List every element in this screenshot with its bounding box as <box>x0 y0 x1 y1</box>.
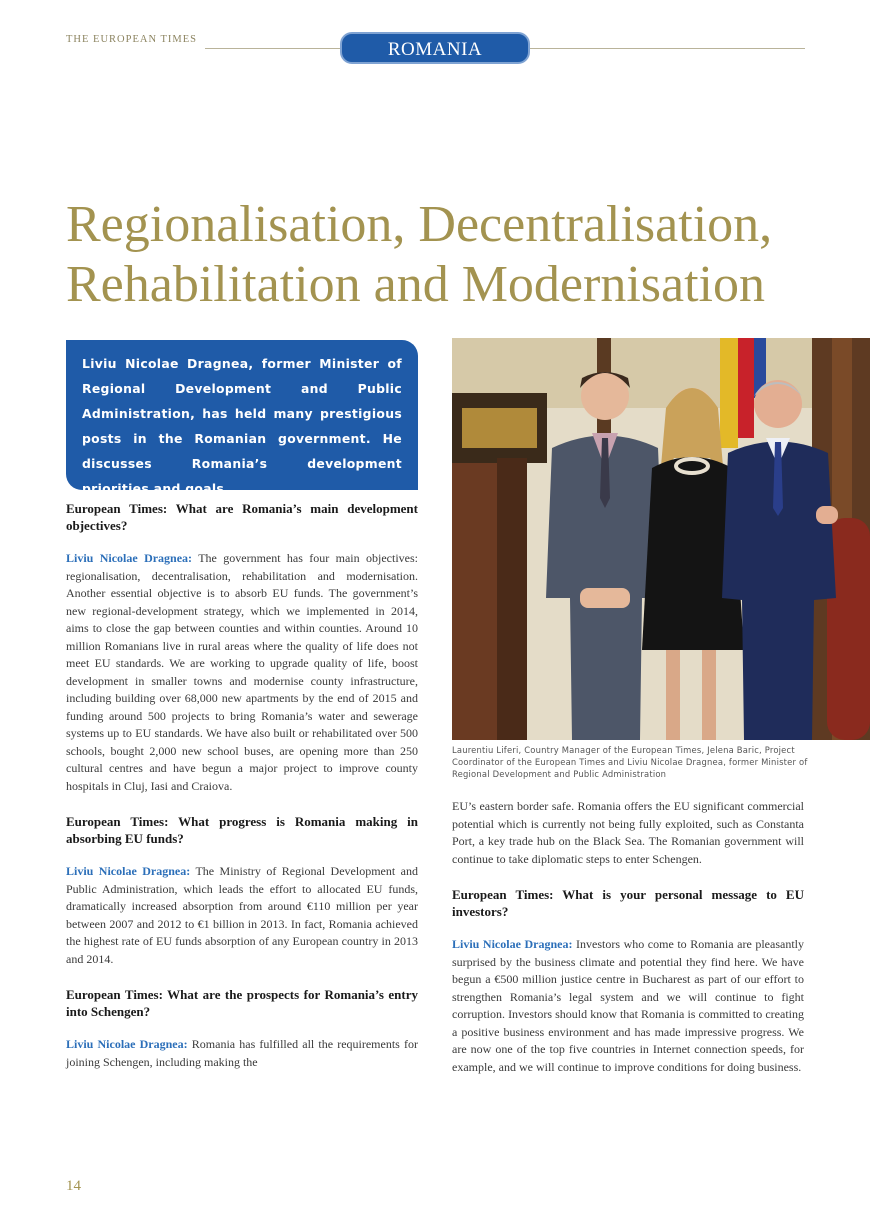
intro-box: Liviu Nicolae Dragnea, former Minister of Regional Development and Public Administration, has held many prestigious posts in the Romanian government. He discusses Romania’s development priorities and goals. <box>66 340 418 490</box>
answer-3-text-part1: Romania has fulfilled all the requirements for joining Schengen, including making the <box>66 1037 418 1069</box>
left-column <box>66 500 418 1089</box>
answer-1 <box>66 550 418 795</box>
answer-4 <box>452 936 804 1076</box>
question-1: European Times: What are Romania’s main development objectives? <box>66 501 418 533</box>
answer-2 <box>66 863 418 968</box>
question-3: European Times: What are the prospects for Romania’s entry into Schengen? <box>66 987 418 1019</box>
question-4: European Times: What is your personal message to EU investors? <box>452 887 804 919</box>
page-number: 14 <box>66 1178 81 1194</box>
speaker-label: Liviu Nicolae Dragnea: <box>66 551 193 565</box>
header-rule-right <box>530 48 805 49</box>
answer-3-start <box>66 1036 418 1071</box>
speaker-label: Liviu Nicolae Dragnea: <box>66 1037 188 1051</box>
answer-4-text: Investors who come to Romania are pleasantly surprised by the business climate and potential they find here. We have begun a €500 million justice centre in Bucharest as part of our effort to strengthen Romania’s legal system and we will continue to fight corruption. Investors should know that Romania is committed to creating a positive business environment and has made impressive progress. We are now one of the top five countries in Internet connection speeds, for example, and we will continue to improve conditions for doing business. <box>452 937 804 1074</box>
photo-caption: Laurentiu Liferi, Country Manager of the European Times, Jelena Baric, Project Coordinator of the European Times and Liviu Nicolae Dragnea, former Minister of Regional Development and Public Administration <box>452 745 808 779</box>
answer-3-continued: EU’s eastern border safe. Romania offers the EU significant commercial potential which is currently not being fully exploited, such as Constanta Port, a key trade hub on the Black Sea. The Romanian government will continue to take diplomatic steps to enter Schengen. <box>452 799 804 866</box>
header-rule-left <box>205 48 340 49</box>
answer-2-text: The Ministry of Regional Development and Public Administration, which leads the effort to allocated EU funds, dramatically increased absorption from around €110 million per year between 2007 and 2012 to €1 billion in 2013. In fact, Romania achieved the highest rate of EU funds absorption of any European country in 2013 and 2014. <box>66 864 418 966</box>
article-headline: Regionalisation, Decentralisation, Rehabilitation and Modernisation <box>66 196 773 313</box>
section-tab: ROMANIA <box>340 32 530 64</box>
masthead: THE EUROPEAN TIMES <box>66 34 197 45</box>
interview-photo <box>452 338 870 740</box>
answer-1-text: The government has four main objectives: regionalisation, decentralisation, rehabilitation and modernisation. Another essential objective is to absorb EU funds. The government’s new regional-development strategy, which we implemented in 2014, aims to close the gap between counties and within counties. Around 10 million Romanians live in rural areas where the quality of life does not meet EU standards. We are working to upgrade quality of life, boost development in smaller towns and modernise county infrastructure, including building over 68,000 new apartments by the end of 2015 and funding around 500 projects to bring Romania’s water and sewerage systems up to EU standards. We have also built or rehabilitated over 500 schools, bought 2,000 new school buses, are opening more than 250 cultural centres and have begun a major project to improve county hospitals in Cluj, Iasi and Craiova. <box>66 551 418 793</box>
speaker-label: Liviu Nicolae Dragnea: <box>66 864 191 878</box>
speaker-label: Liviu Nicolae Dragnea: <box>452 937 573 951</box>
question-2: European Times: What progress is Romania making in absorbing EU funds? <box>66 814 418 846</box>
right-column <box>452 798 804 1094</box>
